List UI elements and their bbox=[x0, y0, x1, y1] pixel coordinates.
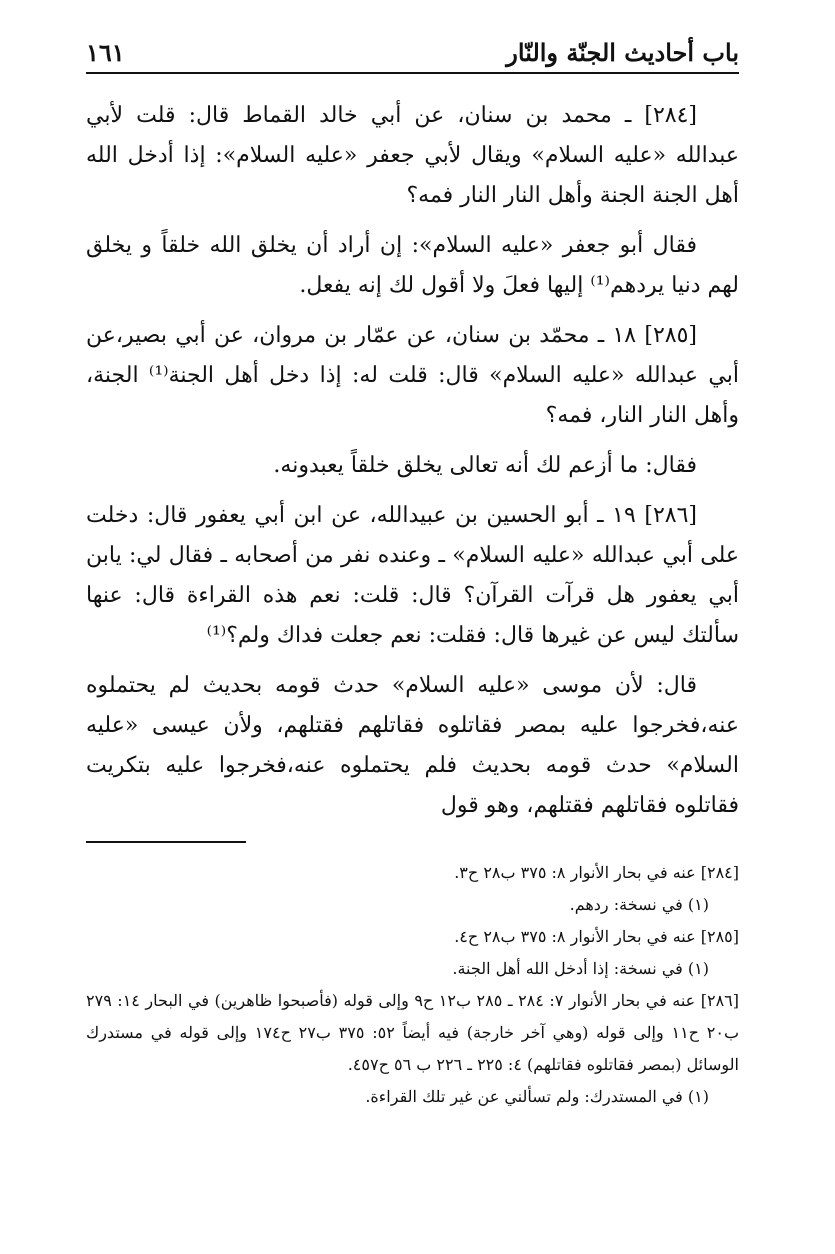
hadith-286-answer: قال: لأن موسى «عليه السلام» حدث قومه بحديث لم يحتملوه عنه،فخرجوا عليه بمصر فقاتلوه فقاتلهم فقتلهم، ولأن عيسى «عليه السلام» حدث قومه بحديث فلم يحتملوه عنه،فخرجوا عليه بتكريت فقاتلوه فقاتلهم فقتلهم، وهو قول bbox=[86, 673, 739, 818]
footnotes bbox=[86, 857, 739, 1113]
main-text bbox=[86, 96, 739, 836]
chapter-title: باب أحاديث الجنّة والنّار bbox=[506, 38, 739, 67]
footnote-286: [٢٨٦] عنه في بحار الأنوار ٧: ٢٨٤ ـ ٢٨٥ ب١٢ ح٩ وإلى قوله (فأصبحوا ظاهرين) في البحار ١٤: ٢٧٩ ب٢٠ ح١١ وإلى قوله (وهي آخر خارجة) فيه أيضاً ٥٢: ٣٧٥ ب٢٧ ح١٧٤ وإلى قوله في مستدرك الوسائل (بمصر فقاتلوه فقاتلهم) ٤: ٢٢٥ ـ ٢٢٦ ب ٥٦ ح٤٥٧. bbox=[86, 991, 740, 1074]
footnote-divider bbox=[86, 841, 246, 843]
hadith-284-answer: فقال أبو جعفر «عليه السلام»: إن أراد أن يخلق الله خلقاً و يخلق لهم دنيا يردهم⁽¹⁾ إليها فعلَ ولا أقول لك إنه يفعل. bbox=[86, 233, 739, 298]
footnote-285-note: (١) في نسخة: إذا أدخل الله أهل الجنة. bbox=[452, 959, 709, 978]
footnote-284-note: (١) في نسخة: ردهم. bbox=[569, 895, 709, 914]
hadith-286: [٢٨٦] ١٩ ـ أبو الحسين بن عبيدالله، عن ابن أبي يعفور قال: دخلت على أبي عبدالله «عليه السلام» ـ وعنده نفر من أصحابه ـ فقال لي: يابن أبي يعفور هل قرآت القرآن؟ قال: قلت: نعم هذه القراءة قال: عنها سألتك ليس عن غيرها قال: فقلت: نعم جعلت فداك ولم؟⁽¹⁾ bbox=[86, 503, 739, 648]
hadith-285-answer: فقال: ما أزعم لك أنه تعالى يخلق خلقاً يعبدونه. bbox=[273, 453, 697, 478]
footnote-284: [٢٨٤] عنه في بحار الأنوار ٨: ٣٧٥ ب٢٨ ح٣. bbox=[454, 863, 739, 882]
running-header bbox=[86, 34, 739, 74]
header-divider bbox=[86, 72, 739, 74]
hadith-284: [٢٨٤] ـ محمد بن سنان، عن أبي خالد القماط قال: قلت لأبي عبدالله «عليه السلام» ويقال لأبي جعفر «عليه السلام»: إذا أدخل الله أهل الجنة الجنة وأهل النار النار فمه؟ bbox=[86, 103, 739, 208]
footnote-286-note: (١) في المستدرك: ولم تسألني عن غير تلك القراءة. bbox=[365, 1087, 709, 1106]
page-number: ١٦١ bbox=[86, 38, 125, 67]
hadith-285: [٢٨٥] ١٨ ـ محمّد بن سنان، عن عمّار بن مروان، عن أبي بصير،عن أبي عبدالله «عليه السلام» قال: قلت له: إذا دخل أهل الجنة⁽¹⁾ الجنة، وأهل النار النار، فمه؟ bbox=[86, 323, 739, 428]
footnote-285: [٢٨٥] عنه في بحار الأنوار ٨: ٣٧٥ ب٢٨ ح٤. bbox=[454, 927, 739, 946]
